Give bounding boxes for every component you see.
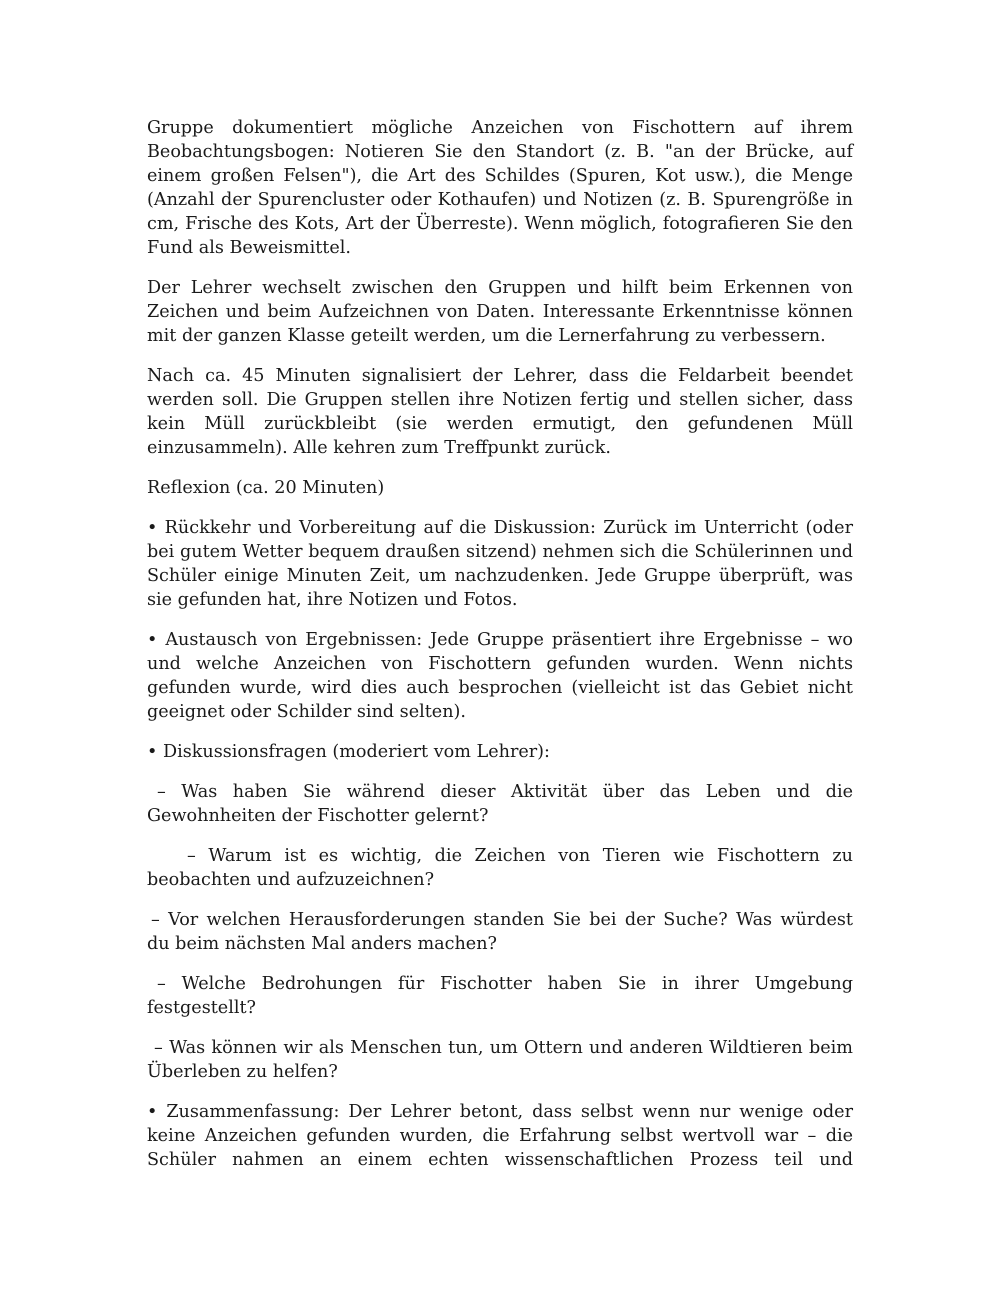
- bullet-return-preparation: • Rückkehr und Vorbereitung auf die Diskussion: Zurück im Unterricht (oder bei gutem Wetter bequem draußen sitzend) nehmen sich die Schülerinnen und Schüler einige Minuten Zeit, um nachzudenken. Jede Gruppe überprüft, was sie gefunden hat, ihre Notizen und Fotos.: [147, 518, 853, 610]
- paragraph-observation-sheet: Gruppe dokumentiert mögliche Anzeichen von Fischottern auf ihrem Beobachtungsbogen: Notieren Sie den Standort (z. B. "an der Brücke, auf einem großen Felsen"), die Art des Schildes (Spuren, Kot usw.), die Menge (Anzahl der Spurencluster oder Kothaufen) und Notizen (z. B. Spurengröße in cm, Frische des Kots, Art der Überreste). Wenn möglich, fotografieren Sie den Fund als Beweismittel.: [147, 118, 853, 258]
- bullet-summary: • Zusammenfassung: Der Lehrer betont, dass selbst wenn nur wenige oder keine Anzeichen gefunden wurden, die Erfahrung selbst wertvoll war – die Schüler nahmen an einem echten wissenschaftlichen Prozess teil und: [147, 1102, 853, 1170]
- section-heading-reflexion: Reflexion (ca. 20 Minuten): [147, 478, 385, 498]
- question-what-can-we-do: – Was können wir als Menschen tun, um Ottern und anderen Wildtieren beim Überleben zu helfen?: [147, 1038, 853, 1082]
- question-learned-habits: – Was haben Sie während dieser Aktivität über das Leben und die Gewohnheiten der Fischotter gelernt?: [147, 782, 853, 826]
- paragraph-teacher-support: Der Lehrer wechselt zwischen den Gruppen und hilft beim Erkennen von Zeichen und beim Aufzeichnen von Daten. Interessante Erkenntnisse können mit der ganzen Klasse geteilt werden, um die Lernerfahrung zu verbessern.: [147, 278, 853, 346]
- bullet-discussion-questions: • Diskussionsfragen (moderiert vom Lehrer):: [147, 742, 550, 762]
- paragraph-fieldwork-end: Nach ca. 45 Minuten signalisiert der Lehrer, dass die Feldarbeit beendet werden soll. Die Gruppen stellen ihre Notizen fertig und stellen sicher, dass kein Müll zurückbleibt (sie werden ermutigt, den gefundenen Müll einzusammeln). Alle kehren zum Treffpunkt zurück.: [147, 366, 853, 458]
- bullet-exchange-results: • Austausch von Ergebnissen: Jede Gruppe präsentiert ihre Ergebnisse – wo und welche Anzeichen von Fischottern gefunden wurden. Wenn nichts gefunden wurde, wird dies auch besprochen (vielleicht ist das Gebiet nicht geeignet oder Schilder sind selten).: [147, 630, 853, 722]
- question-threats: – Welche Bedrohungen für Fischotter haben Sie in ihrer Umgebung festgestellt?: [147, 974, 853, 1018]
- question-why-record-signs: – Warum ist es wichtig, die Zeichen von Tieren wie Fischottern zu beobachten und aufzuzeichnen?: [147, 846, 853, 890]
- question-challenges: – Vor welchen Herausforderungen standen Sie bei der Suche? Was würdest du beim nächsten Mal anders machen?: [147, 910, 853, 954]
- document-body: [147, 116, 853, 1172]
